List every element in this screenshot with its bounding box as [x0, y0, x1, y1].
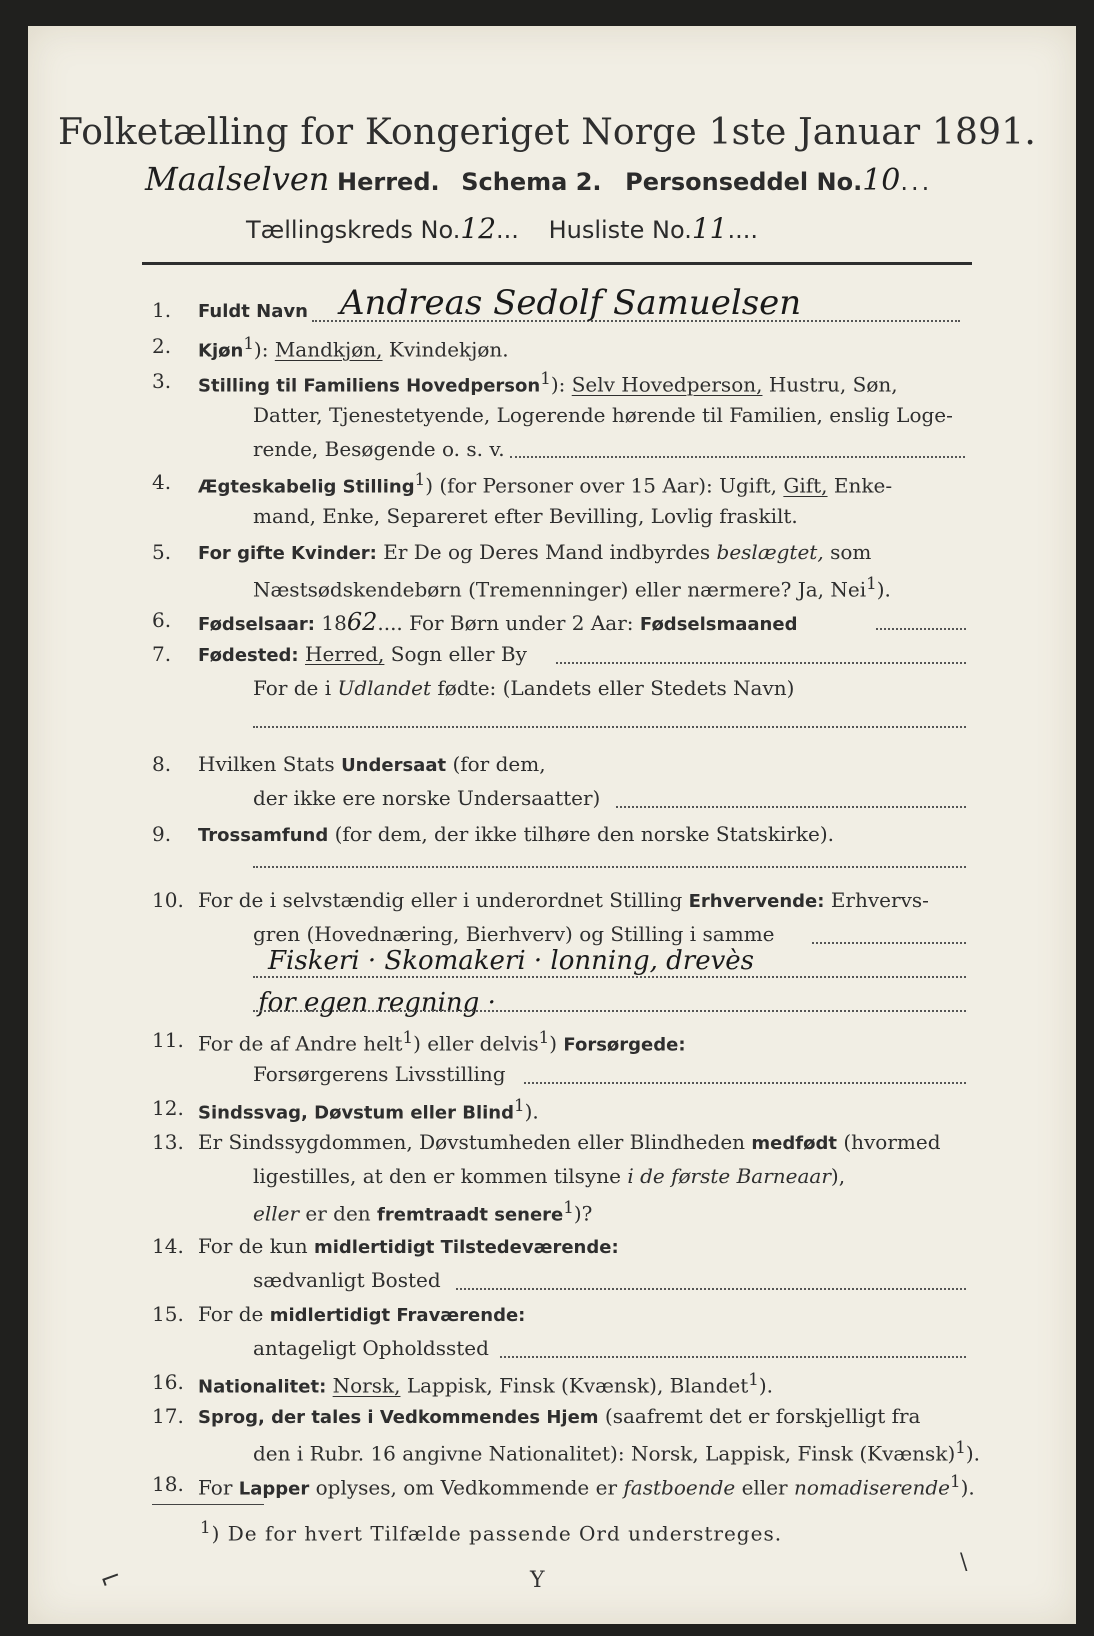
item-text: For de af Andre helt: [198, 1031, 403, 1056]
footnote-rule: [152, 1504, 264, 1505]
personseddel-value: 10: [862, 163, 901, 198]
item-number: 2.: [152, 334, 172, 358]
item-14-line-2: sædvanligt Bosted: [253, 1268, 441, 1292]
item-text: oplyses, om Vedkommende er: [315, 1475, 618, 1500]
item-text: ): [549, 1031, 558, 1056]
item-text: (for dem, der ikke tilhøre den norske Statskirke).: [334, 822, 835, 846]
item-number: 16.: [152, 1370, 184, 1394]
item-text: ).: [758, 1373, 774, 1398]
item-text: fastboende: [623, 1475, 736, 1500]
item-number: 8.: [152, 752, 172, 776]
herred-value: Maalselven: [145, 160, 330, 198]
option-herred: Herred,: [305, 642, 385, 666]
item-text: For Børn under 2 Aar:: [409, 611, 634, 635]
item-text: For de kun: [198, 1234, 308, 1258]
item-label: midlertidigt Fraværende:: [269, 1305, 526, 1326]
item-text: ) (for Personer over 15 Aar): Ugift,: [425, 473, 777, 498]
personseddel-label: Personseddel No.: [625, 168, 863, 196]
item-text: For: [198, 1475, 233, 1500]
item-text: ):: [253, 337, 269, 362]
item-number: 15.: [152, 1302, 184, 1326]
item-15-line-2: antageligt Opholdssted: [253, 1336, 489, 1360]
item-text: er den: [305, 1201, 371, 1226]
herred-label: Herred.: [337, 168, 440, 196]
footnote-ref: 1: [513, 1096, 525, 1115]
item-text: eller: [253, 1201, 300, 1226]
footnote-ref: 1: [748, 1370, 759, 1389]
item-text: )?: [573, 1201, 593, 1226]
item-number: 12.: [152, 1096, 184, 1120]
item-3-line-2: Datter, Tjenestetyende, Logerende hørende til Familien, enslig Loge-: [253, 403, 953, 427]
kreds-line: Tællingskreds No.12... Husliste No.11....: [246, 212, 758, 245]
item-number: 1.: [152, 298, 172, 322]
item-text: ).: [524, 1099, 539, 1124]
item-text: Hustru, Søn,: [768, 372, 898, 397]
dotted-line: [616, 806, 966, 808]
dotted-line: [524, 1082, 966, 1084]
dotted-line: [812, 942, 966, 944]
item-label: Lapper: [238, 1478, 310, 1500]
item-text: ),: [830, 1164, 846, 1188]
header-rule: [142, 262, 972, 265]
item-label: Nationalitet:: [198, 1376, 327, 1398]
pencil-mark: ⌐: [95, 1561, 127, 1597]
item-label: Forsørgede:: [563, 1034, 686, 1056]
taellingskreds-label: Tællingskreds No.: [246, 216, 461, 244]
item-label: Fuldt Navn: [198, 301, 308, 322]
item-number: 6.: [152, 608, 172, 632]
item-text: ) eller delvis: [413, 1031, 539, 1056]
dotted-line: [253, 866, 966, 868]
item-number: 11.: [152, 1028, 184, 1052]
item-text: ligestilles, at den er kommen tilsyne: [253, 1164, 621, 1188]
item-label: Kjøn: [198, 340, 244, 362]
item-text: (for dem,: [452, 752, 546, 776]
item-text: For de: [198, 1302, 264, 1326]
item-text: ).: [960, 1475, 975, 1500]
footnote-ref: 1: [243, 334, 254, 353]
footnote-ref: 1: [866, 574, 877, 593]
herred-line: Maalselven Herred. Schema 2. Personseddel No.10...: [145, 160, 933, 198]
item-text: Er De og Deres Mand indbyrdes: [383, 540, 711, 564]
item-text: Udlandet: [337, 676, 432, 700]
footnote-ref: 1: [538, 1028, 550, 1047]
footnote: [200, 1518, 782, 1546]
item-label: Fødested:: [198, 645, 299, 666]
item-11-line-2: Forsørgerens Livsstilling: [253, 1062, 506, 1086]
dotted-line: [253, 976, 966, 978]
item-text: For de i selvstændig eller i underordnet Stilling: [198, 888, 683, 912]
item-label: Erhvervende:: [688, 891, 825, 912]
dotted-line: [253, 1010, 966, 1012]
option-kvindekjon: Kvindekjøn.: [388, 337, 509, 362]
item-text: ):: [550, 372, 566, 397]
item-text: eller: [741, 1475, 788, 1500]
item-label: medfødt: [751, 1133, 837, 1154]
item-text: ).: [965, 1441, 981, 1466]
item-5-line-2: Næstsødskendebørn (Tremenninger) eller nærmere? Ja, Nei: [253, 577, 867, 602]
item-text: nomadiserende: [793, 1475, 950, 1500]
birth-year-value: 62: [346, 608, 378, 636]
item-text: Erhvervs-: [830, 888, 929, 912]
dotted-line: [253, 726, 966, 728]
footnote-ref: 1: [200, 1518, 212, 1537]
year-prefix: 18: [321, 611, 347, 635]
item-number: 3.: [152, 369, 172, 393]
pencil-mark: \: [960, 1550, 968, 1575]
dotted-line: [876, 628, 966, 630]
item-label: Trossamfund: [198, 825, 329, 846]
item-text: i de første Barneaar: [627, 1164, 831, 1188]
footnote-ref: 1: [414, 470, 426, 489]
item-label: Fødselsaar:: [198, 614, 315, 635]
option-selv-hovedperson: Selv Hovedperson,: [571, 372, 763, 397]
item-3-line-3: rende, Besøgende o. s. v.: [253, 437, 505, 461]
item-number: 5.: [152, 540, 172, 564]
form-title: Folketælling for Kongeriget Norge 1ste Januar 1891.: [57, 112, 1037, 153]
item-text: Lappisk, Finsk (Kvænsk), Blandet: [406, 1373, 749, 1398]
item-10-line-2: gren (Hovednæring, Bierhverv) og Stilling i samme: [253, 922, 775, 946]
item-text: For de i: [253, 676, 332, 700]
item-label: fremtraadt senere: [377, 1204, 564, 1226]
item-8-line-2: der ikke ere norske Undersaatter): [253, 786, 601, 810]
schema-label: Schema 2.: [461, 168, 602, 196]
item-17-line-2: den i Rubr. 16 angivne Nationalitet): Norsk, Lappisk, Finsk (Kvænsk): [253, 1441, 956, 1466]
item-text: Sogn eller By: [390, 642, 527, 666]
full-name-value: Andreas Sedolf Samuelsen: [340, 283, 802, 323]
item-4-line-2: mand, Enke, Separeret efter Bevilling, Lovlig fraskilt.: [253, 504, 798, 528]
footnote-ref: 1: [402, 1028, 414, 1047]
pencil-mark: Y: [530, 1568, 545, 1593]
item-label: For gifte Kvinder:: [198, 543, 377, 564]
dotted-line: [500, 1356, 966, 1358]
item-text: Hvilken Stats: [198, 752, 335, 776]
item-number: 17.: [152, 1404, 184, 1428]
item-text: beslægtet,: [716, 540, 824, 564]
item-number: 4.: [152, 470, 172, 494]
item-label: Fødselsmaaned: [639, 614, 798, 635]
item-number: 13.: [152, 1130, 184, 1154]
item-number: 18.: [152, 1472, 184, 1496]
dotted-line: [510, 456, 965, 458]
item-label: midlertidigt Tilstedeværende:: [313, 1237, 619, 1258]
option-norsk: Norsk,: [332, 1373, 401, 1398]
occupation-line-1: Fiskeri · Skomakeri · lonning, drevès: [268, 946, 755, 976]
item-label: Stilling til Familiens Hovedperson: [198, 375, 541, 397]
footnote-ref: 1: [955, 1438, 966, 1457]
item-text: Enke-: [833, 473, 893, 498]
item-text: fødte: (Landets eller Stedets Navn): [437, 676, 795, 700]
footnote-ref: 1: [563, 1198, 574, 1217]
item-number: 9.: [152, 822, 172, 846]
item-text: Er Sindssygdommen, Døvstumheden eller Blindheden: [198, 1130, 746, 1154]
item-label: Undersaat: [341, 755, 447, 776]
item-text: som: [830, 540, 872, 564]
item-number: 7.: [152, 642, 172, 666]
taellingskreds-value: 12: [460, 212, 497, 245]
item-label: Ægteskabelig Stilling: [198, 476, 415, 498]
item-label: Sprog, der tales i Vedkommendes Hjem: [198, 1407, 599, 1428]
item-number: 14.: [152, 1234, 184, 1258]
option-mandkjon: Mandkjøn,: [274, 337, 383, 362]
item-label: Sindssvag, Døvstum eller Blind: [198, 1102, 514, 1124]
dotted-line: [456, 1288, 966, 1290]
occupation-line-2: for egen regning ·: [258, 988, 496, 1018]
option-gift: Gift,: [783, 473, 828, 498]
husliste-value: 11: [691, 212, 728, 245]
footnote-text: ) De for hvert Tilfælde passende Ord understreges.: [211, 1521, 783, 1546]
footnote-ref: 1: [950, 1472, 961, 1491]
item-text: (hvormed: [843, 1130, 941, 1154]
footnote-ref: 1: [540, 369, 551, 388]
item-text: (saafremt det er forskjelligt fra: [604, 1404, 921, 1428]
husliste-label: Husliste No.: [548, 216, 692, 244]
item-text: ).: [876, 577, 891, 602]
dotted-line: [556, 662, 966, 664]
item-number: 10.: [152, 888, 184, 912]
